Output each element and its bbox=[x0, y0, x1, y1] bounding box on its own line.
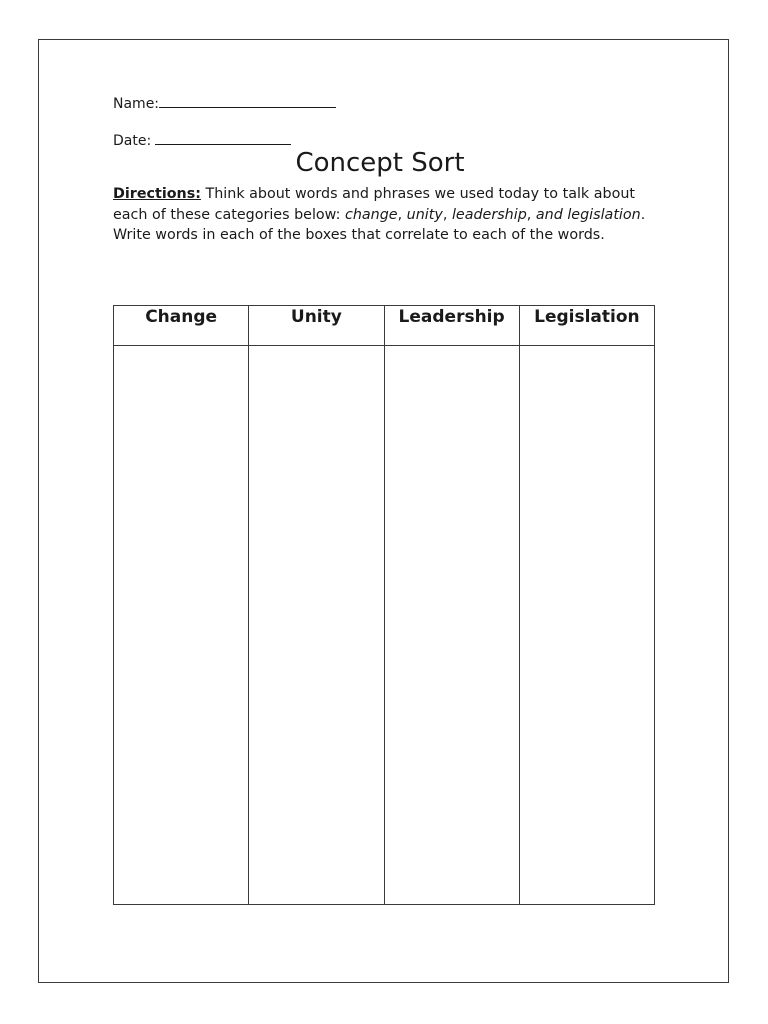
answer-box-legislation[interactable] bbox=[519, 346, 654, 905]
directions-sep-2: , bbox=[442, 206, 452, 223]
term-unity: unity bbox=[406, 206, 443, 223]
column-header-legislation: Legislation bbox=[519, 306, 654, 346]
worksheet-title: Concept Sort bbox=[295, 148, 465, 178]
name-label: Name: bbox=[113, 96, 160, 112]
term-change: change bbox=[344, 206, 398, 223]
answer-box-leadership[interactable] bbox=[384, 346, 519, 905]
directions-sep-1: , bbox=[397, 206, 407, 223]
directions-text-2: . Write words in each of the boxes that correlate to each of the words. bbox=[113, 206, 646, 244]
table-header-row bbox=[114, 306, 655, 346]
date-label: Date: bbox=[113, 133, 152, 149]
term-leadership: leadership bbox=[451, 206, 527, 223]
column-header-unity: Unity bbox=[249, 306, 384, 346]
directions-text-1: Think about words and phrases we used today to talk about each of these categories below: bbox=[113, 186, 635, 223]
answer-box-change[interactable] bbox=[114, 346, 249, 905]
name-blank-line[interactable] bbox=[159, 93, 336, 108]
date-blank-line[interactable] bbox=[155, 130, 291, 145]
directions-paragraph bbox=[113, 184, 653, 246]
name-field bbox=[113, 93, 336, 113]
table-body-row bbox=[114, 346, 655, 905]
directions-sep-3: , bbox=[526, 206, 536, 223]
term-legislation: and legislation bbox=[535, 206, 641, 223]
answer-box-unity[interactable] bbox=[249, 346, 384, 905]
column-header-leadership: Leadership bbox=[384, 306, 519, 346]
concept-sort-table bbox=[113, 305, 655, 905]
column-header-change: Change bbox=[114, 306, 249, 346]
directions-label: Directions: bbox=[113, 186, 201, 202]
